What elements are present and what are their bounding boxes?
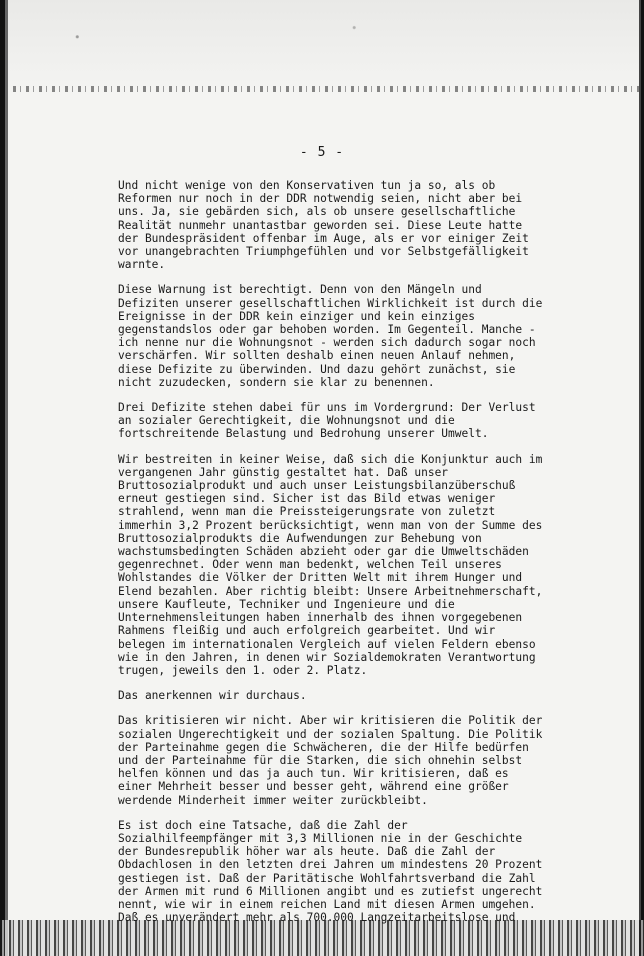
text-line: strahlend, wenn man die Preissteigerungsrate von zuletzt bbox=[118, 505, 496, 519]
text-line: Defiziten unserer gesellschaftlichen Wirklichkeit ist durch die bbox=[118, 296, 543, 310]
text-line: Obdachlosen in den letzten drei Jahren um mindestens 20 Prozent bbox=[118, 858, 543, 872]
text-line: vergangenen Jahr günstig gestaltet hat. Daß unser bbox=[118, 465, 449, 479]
text-line: ich nenne nur die Wohnungsnot - werden sich dadurch sogar noch bbox=[118, 336, 536, 350]
paragraph bbox=[118, 283, 598, 389]
paragraph bbox=[118, 453, 598, 677]
text-line: diese Defizite zu überwinden. Und dazu gehört zunächst, sie bbox=[118, 362, 516, 376]
text-line: trugen, jeweils den 1. oder 2. Platz. bbox=[118, 663, 368, 677]
text-line: Rahmens fleißig und auch erfolgreich gearbeitet. Und wir bbox=[118, 624, 496, 638]
text-line: Bruttosozialprodukt und auch unser Leistungsbilanzüberschuß bbox=[118, 479, 516, 493]
text-line: helfen können und das ja auch tun. Wir kritisieren, daß es bbox=[118, 767, 509, 781]
text-line: erneut gestiegen sind. Sicher ist das Bild etwas weniger bbox=[118, 492, 496, 506]
text-line: Wir bestreiten in keiner Weise, daß sich die Konjunktur auch im bbox=[118, 452, 543, 466]
text-line: Bruttosozialprodukts die Aufwendungen zur Behebung von bbox=[118, 531, 482, 545]
text-line: warnte. bbox=[118, 258, 166, 272]
paragraph bbox=[118, 689, 598, 702]
text-line: Realität nunmehr unantastbar geworden sei. Diese Leute hatte bbox=[118, 218, 523, 232]
text-line: Diese Warnung ist berechtigt. Denn von den Mängeln und bbox=[118, 283, 482, 297]
text-line: der Armen mit rund 6 Millionen angibt und es zutiefst ungerecht bbox=[118, 884, 543, 898]
text-line: gegenstandslos oder gar behoben worden. Im Gegenteil. Manche - bbox=[118, 323, 536, 337]
paragraph bbox=[118, 401, 598, 441]
text-line: Sozialhilfeempfänger mit 3,3 Millionen nie in der Geschichte bbox=[118, 831, 523, 845]
text-line: wachstumsbedingten Schäden abzieht oder gar die Umweltschäden bbox=[118, 545, 529, 559]
text-line: uns. Ja, sie gebärden sich, als ob unsere gesellschaftliche bbox=[118, 205, 516, 219]
text-line: Es ist doch eine Tatsache, daß die Zahl der bbox=[118, 818, 408, 832]
paragraph bbox=[118, 714, 598, 806]
text-line: immerhin 3,2 Prozent berücksichtigt, wenn man von der Summe des bbox=[118, 518, 543, 532]
text-line: sozialen Ungerechtigkeit und der sozialen Spaltung. Die Politik bbox=[118, 727, 543, 741]
text-line: gegenrechnet. Oder wenn man bedenkt, welchen Teil unseres bbox=[118, 558, 502, 572]
text-line: belegen im internationalen Vergleich auf vielen Feldern ebenso bbox=[118, 637, 536, 651]
text-line: der Bundespräsident offenbar im Auge, als er vor einiger Zeit bbox=[118, 231, 529, 245]
text-line: Das anerkennen wir durchaus. bbox=[118, 689, 307, 703]
paragraph bbox=[118, 179, 598, 271]
text-line: unsere Kaufleute, Techniker und Ingenieure und die bbox=[118, 597, 455, 611]
text-line: nennt, wie wir in einem reichen Land mit diesen Armen umgehen. bbox=[118, 897, 536, 911]
scan-artifact-right-edge bbox=[636, 0, 644, 956]
text-line: der Parteinahme gegen die Schwächeren, die der Hilfe bedürfen bbox=[118, 740, 529, 754]
text-line: und der Parteinahme für die Starken, die sich ohnehin selbst bbox=[118, 753, 523, 767]
page-number: - 5 - bbox=[299, 145, 345, 160]
text-line: Ereignisse in der DDR kein einziger und kein einziges bbox=[118, 309, 475, 323]
text-line: Drei Defizite stehen dabei für uns im Vordergrund: Der Verlust bbox=[118, 401, 536, 415]
text-line: Reformen nur noch in der DDR notwendig seien, nicht aber bei bbox=[118, 192, 523, 206]
paragraph bbox=[118, 819, 598, 925]
text-line: wie in den Jahren, in denen wir Sozialdemokraten Verantwortung bbox=[118, 650, 536, 664]
text-line: werdende Minderheit immer weiter zurückbleibt. bbox=[118, 793, 428, 807]
text-line: verschärfen. Wir sollten deshalb einen neuen Anlauf nehmen, bbox=[118, 349, 516, 363]
text-line: gestiegen ist. Daß der Paritätische Wohlfahrtsverband die Zahl bbox=[118, 871, 536, 885]
text-line: Wohlstandes die Völker der Dritten Welt mit ihrem Hunger und bbox=[118, 571, 523, 585]
scan-artifact-top-edge bbox=[0, 86, 644, 92]
text-line: an sozialer Gerechtigkeit, die Wohnungsnot und die bbox=[118, 414, 455, 428]
text-line: nicht zuzudecken, sondern sie klar zu benennen. bbox=[118, 375, 435, 389]
text-line: Unternehmensleitungen haben innerhalb des ihnen vorgegebenen bbox=[118, 611, 523, 625]
text-line: vor unangebrachten Triumphgefühlen und vor Selbstgefälligkeit bbox=[118, 245, 529, 259]
text-line: Und nicht wenige von den Konservativen tun ja so, als ob bbox=[118, 179, 496, 192]
scan-artifact-left-edge bbox=[0, 0, 16, 956]
text-line: einer Mehrheit besser und besser geht, während eine größer bbox=[118, 780, 509, 794]
text-line: Daß es unverändert mehr als 700.000 Langzeitarbeitslose und bbox=[118, 911, 516, 925]
body-text bbox=[118, 179, 598, 936]
text-line: Elend bezahlen. Aber richtig bleibt: Unsere Arbeitnehmerschaft, bbox=[118, 584, 543, 598]
scan-artifact-top bbox=[0, 0, 644, 92]
text-line: Das kritisieren wir nicht. Aber wir kritisieren die Politik der bbox=[118, 714, 543, 728]
text-line: der Bundesrepublik höher war als heute. Daß die Zahl der bbox=[118, 845, 496, 859]
text-line: fortschreitende Belastung und Bedrohung unserer Umwelt. bbox=[118, 427, 489, 441]
